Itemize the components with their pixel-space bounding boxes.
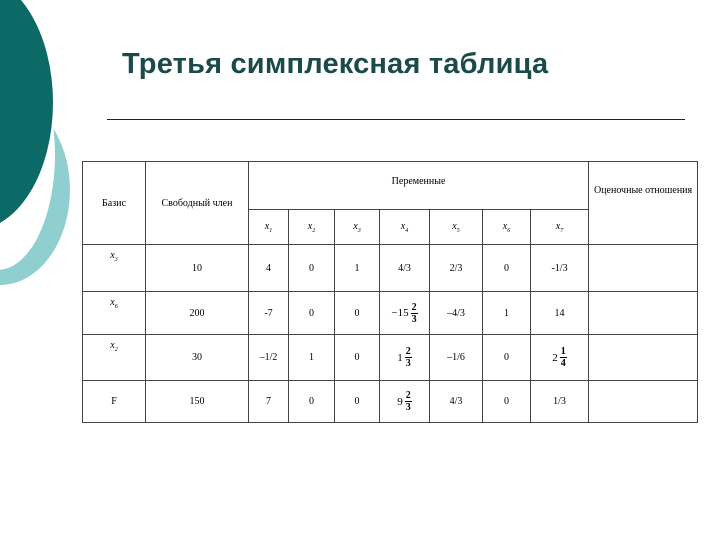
row-free-term: 30	[146, 335, 249, 381]
slide-title: Третья симплексная таблица	[122, 48, 549, 80]
var-label-subscript: 7	[560, 227, 564, 234]
var-label-letter: x	[307, 220, 313, 232]
var-label	[353, 221, 360, 232]
row-free-term: 150	[146, 381, 249, 423]
table-row	[83, 292, 698, 335]
cell-x1: 4	[249, 245, 289, 292]
cell-x5: 4/3	[430, 381, 483, 423]
cell-x4	[380, 335, 430, 381]
basis-var-subscript: 6	[114, 304, 118, 310]
cell-x2: 1	[289, 335, 335, 381]
header-free-term: Свободный член	[146, 162, 249, 245]
cell-x2: 0	[289, 381, 335, 423]
cell-x6: 0	[483, 245, 531, 292]
cell-x2: 0	[289, 245, 335, 292]
cell-x6: 0	[483, 381, 531, 423]
fraction-whole: 1	[397, 351, 403, 364]
var-label-letter: x	[353, 220, 358, 232]
cell-x2: 0	[289, 292, 335, 335]
table-body	[83, 162, 698, 423]
basis-var-letter: x	[110, 340, 115, 351]
cell-x3: 0	[335, 292, 380, 335]
title-divider	[107, 119, 685, 120]
row-basis	[83, 245, 146, 292]
cell-x7: 14	[531, 292, 589, 335]
fraction-denominator: 3	[405, 402, 411, 413]
var-label	[401, 221, 408, 232]
basis-var-letter: x	[110, 250, 115, 261]
fraction-denominator: 4	[560, 358, 566, 369]
header-basis: Базис	[83, 162, 146, 245]
cell-x3: 0	[335, 335, 380, 381]
header-var-1	[249, 210, 289, 245]
cell-x4	[380, 292, 430, 335]
row-ratio	[589, 245, 698, 292]
var-label-subscript: 3	[357, 227, 361, 234]
var-label	[265, 221, 272, 232]
basis-var	[110, 250, 117, 261]
row-free-term: 200	[146, 292, 249, 335]
cell-x1: –1/2	[249, 335, 289, 381]
cell-x6: 1	[483, 292, 531, 335]
row-ratio	[589, 335, 698, 381]
simplex-table	[82, 161, 698, 423]
cell-x7: -1/3	[531, 245, 589, 292]
cell-x5: –1/6	[430, 335, 483, 381]
var-label-subscript: 4	[405, 227, 409, 234]
var-label-subscript: 6	[507, 227, 511, 234]
fraction-part	[405, 390, 412, 413]
header-ratio: Оценочные отношения	[589, 162, 698, 245]
fraction-denominator: 3	[405, 358, 411, 369]
var-label-subscript: 2	[312, 227, 316, 234]
row-basis	[83, 335, 146, 381]
fraction-whole: 9	[397, 395, 403, 408]
mixed-fraction	[552, 346, 567, 369]
fraction-part	[411, 302, 418, 325]
cell-x7: 1/3	[531, 381, 589, 423]
table-row	[83, 381, 698, 423]
cell-x3: 0	[335, 381, 380, 423]
row-free-term: 10	[146, 245, 249, 292]
fraction-numerator: 2	[411, 301, 417, 313]
cell-x4	[380, 381, 430, 423]
row-ratio	[589, 381, 698, 423]
header-var-2	[289, 210, 335, 245]
header-var-3	[335, 210, 380, 245]
mixed-fraction	[397, 390, 412, 413]
fraction-part	[560, 346, 567, 369]
var-label	[556, 221, 563, 232]
cell-x7	[531, 335, 589, 381]
fraction-numerator: 2	[405, 346, 411, 357]
row-basis	[83, 292, 146, 335]
mixed-fraction	[391, 302, 417, 325]
cell-x3: 1	[335, 245, 380, 292]
header-row	[83, 162, 698, 210]
var-label	[503, 221, 510, 232]
fraction-numerator: 1	[560, 346, 566, 357]
header-variables: Переменные	[249, 162, 589, 210]
fraction-whole: 2	[552, 351, 558, 364]
basis-var-letter: x	[110, 297, 115, 308]
fraction-part	[405, 346, 412, 369]
var-label-letter: x	[452, 220, 457, 232]
cell-x1: -7	[249, 292, 289, 335]
var-label-letter: x	[555, 220, 561, 232]
header-var-5	[430, 210, 483, 245]
var-label-letter: x	[400, 220, 406, 232]
fraction-whole: −15	[391, 307, 409, 319]
basis-var	[110, 340, 117, 351]
fraction-denominator: 3	[411, 313, 417, 325]
var-label-letter: x	[502, 220, 508, 232]
var-label-subscript: 5	[456, 227, 460, 234]
table-row	[83, 335, 698, 381]
cell-x4: 4/3	[380, 245, 430, 292]
cell-x5: –4/3	[430, 292, 483, 335]
var-label	[308, 221, 315, 232]
table-row	[83, 245, 698, 292]
cell-x6: 0	[483, 335, 531, 381]
row-basis: F	[83, 381, 146, 423]
fraction-numerator: 2	[405, 390, 411, 401]
var-label-letter: x	[264, 220, 270, 232]
basis-var	[110, 297, 117, 308]
var-label-subscript: 1	[269, 227, 273, 234]
row-ratio	[589, 292, 698, 335]
header-var-7	[531, 210, 589, 245]
cell-x1: 7	[249, 381, 289, 423]
basis-var-subscript: 3	[114, 257, 118, 263]
header-var-4	[380, 210, 430, 245]
cell-x5: 2/3	[430, 245, 483, 292]
var-label	[452, 221, 459, 232]
basis-var-subscript: 2	[114, 347, 118, 353]
header-var-6	[483, 210, 531, 245]
mixed-fraction	[397, 346, 412, 369]
